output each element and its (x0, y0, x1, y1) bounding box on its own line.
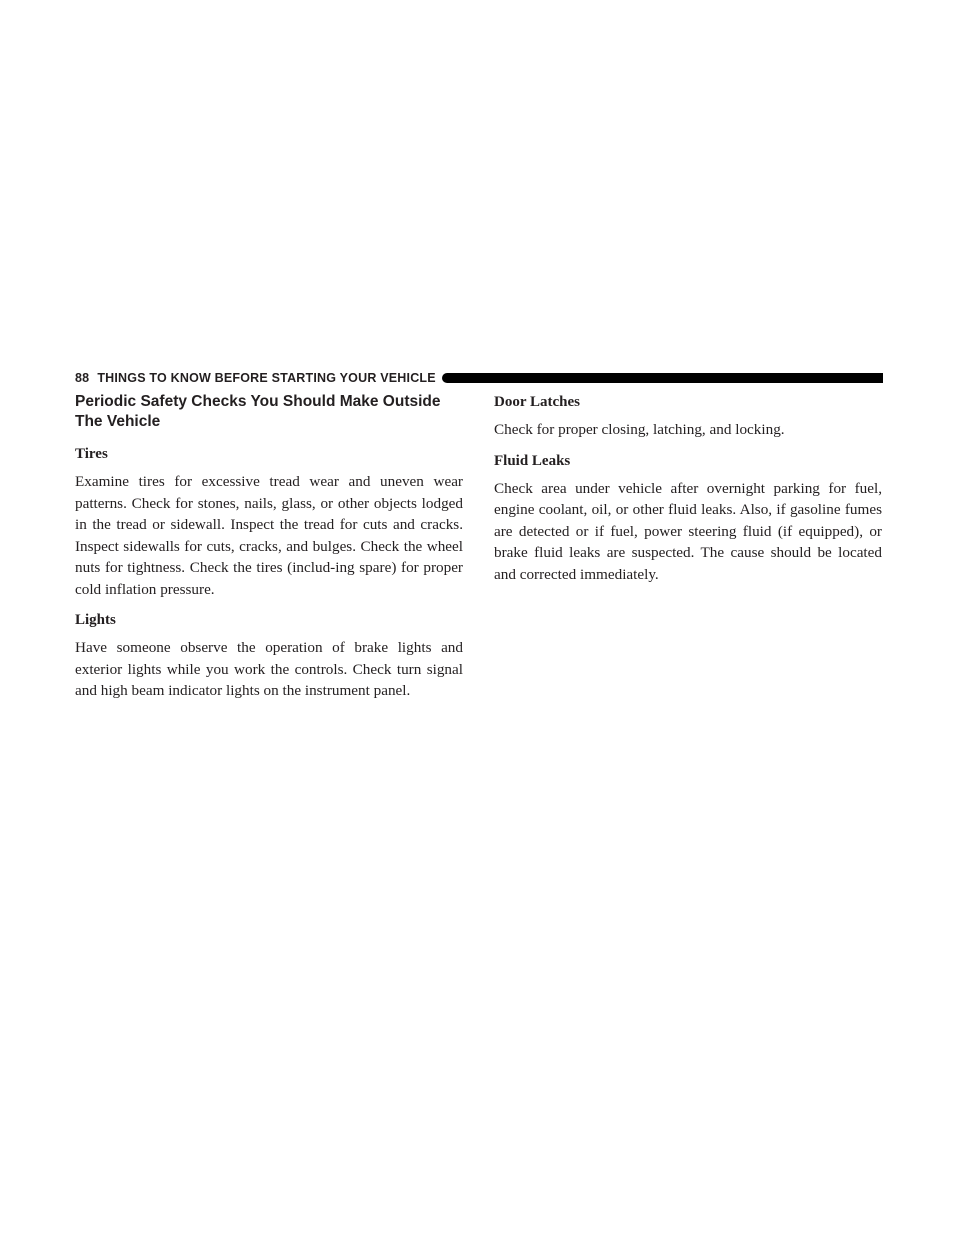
fluid-leaks-heading: Fluid Leaks (494, 452, 571, 469)
page-header (75, 370, 883, 386)
main-heading: Periodic Safety Checks You Should Make Outside The Vehicle (75, 393, 441, 430)
fluid-leaks-paragraph: Check area under vehicle after overnight parking for fuel, engine coolant, oil, or other fluid leaks. Also, if gasoline fumes are detected or if fuel, power steering fluid (if equipped), or brake fluid leaks are suspected. The cause should be located and corrected immediately. (494, 479, 882, 583)
left-column (75, 392, 463, 712)
lights-paragraph: Have someone observe the operation of brake lights and exterior lights while you work the controls. Check turn signal and high beam indicator lights on the instrument panel. (75, 639, 463, 699)
door-latches-paragraph: Check for proper closing, latching, and locking. (494, 421, 785, 438)
header-rule (442, 373, 883, 383)
tires-paragraph: Examine tires for excessive tread wear and uneven wear patterns. Check for stones, nails, glass, or other objects lodged in the tread or sidewall. Inspect the tread for cuts and cracks. Inspect sidewalls for cuts, cracks, and bulges. Check the wheel nuts for tightness. Check the tires (includ-ing spare) for proper cold inflation pressure. (75, 473, 463, 598)
page-number: 88 (75, 371, 90, 385)
section-title: THINGS TO KNOW BEFORE STARTING YOUR VEHICLE (97, 371, 436, 385)
lights-heading: Lights (75, 612, 116, 628)
right-column (494, 392, 882, 595)
tires-heading: Tires (75, 446, 108, 462)
door-latches-heading: Door Latches (494, 394, 580, 410)
